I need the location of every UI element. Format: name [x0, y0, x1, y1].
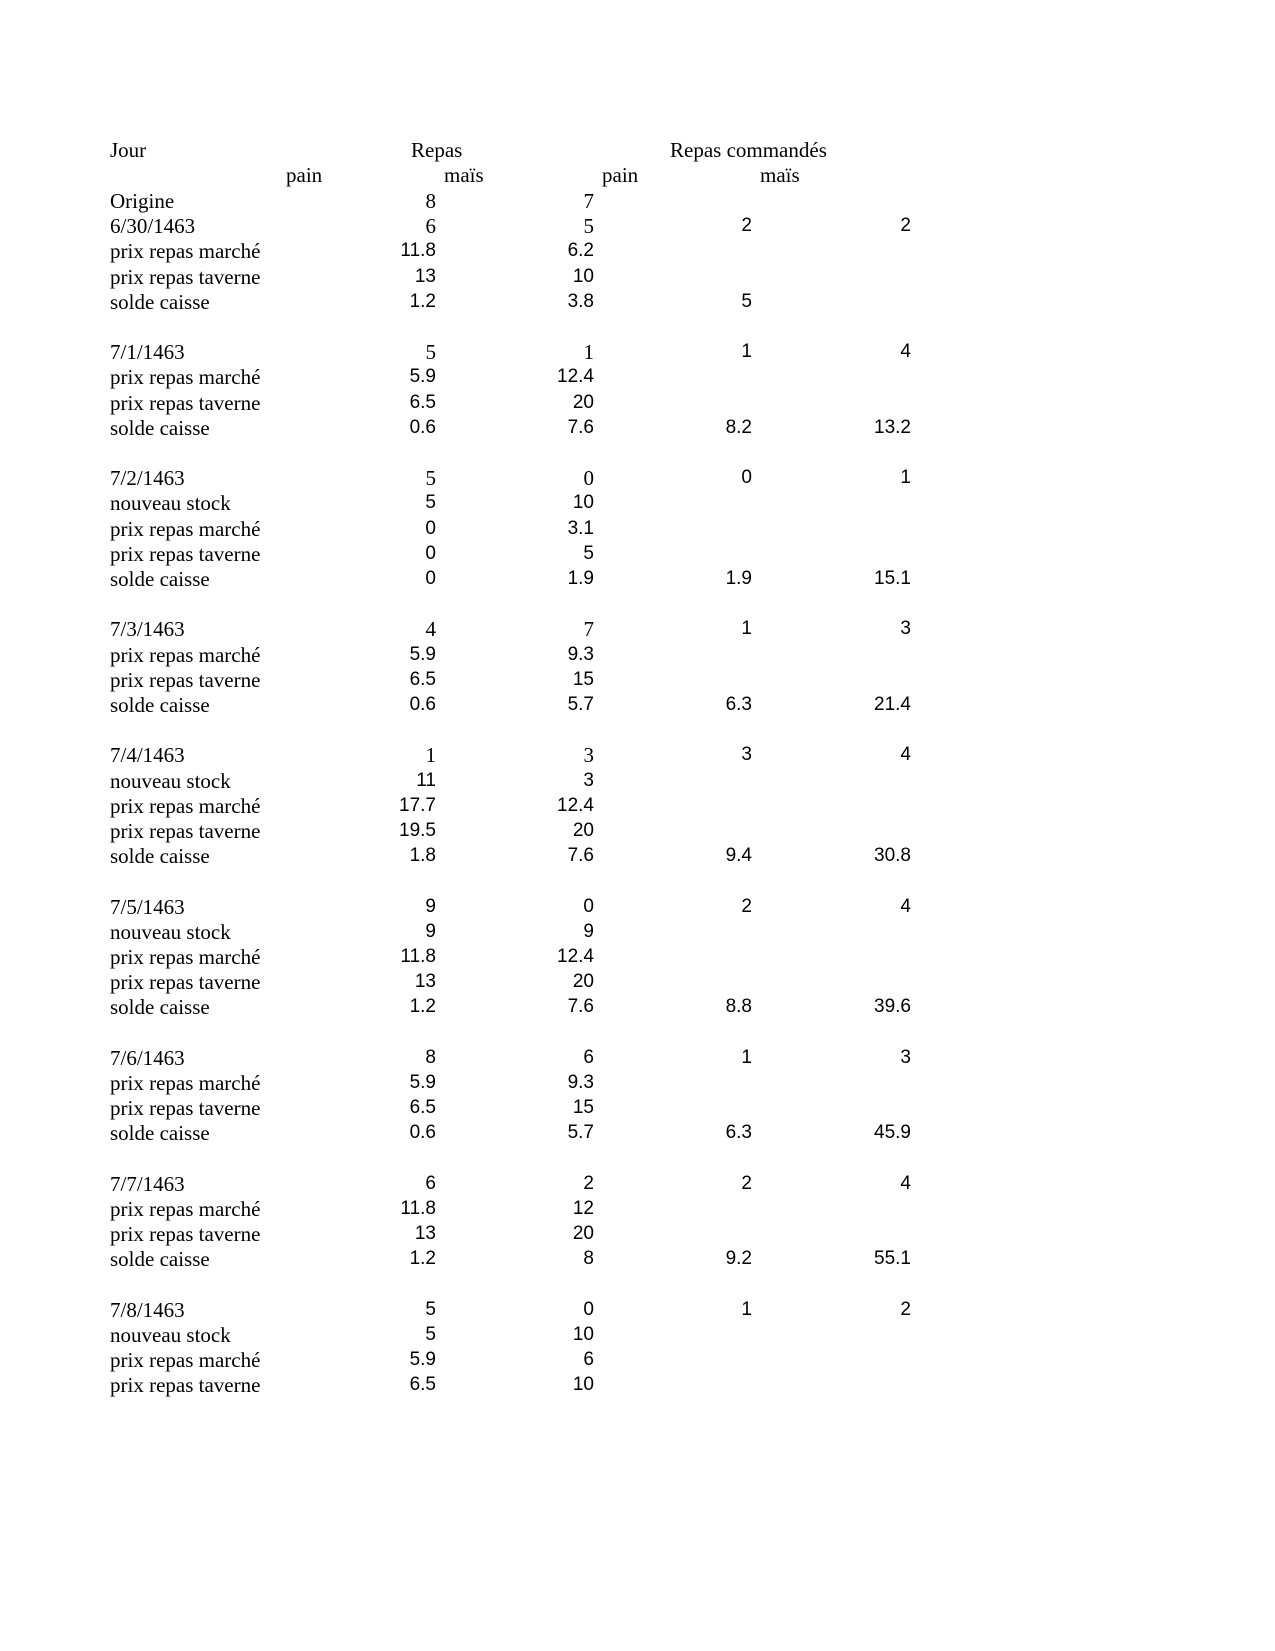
row-value-col2: 15: [572, 1097, 594, 1119]
row-value-col2: 3.8: [567, 290, 594, 312]
row-value-col1: 5: [425, 466, 436, 491]
row-label: prix repas taverne: [110, 1222, 261, 1247]
row-label: prix repas taverne: [110, 541, 261, 566]
row-value-col2: 9: [583, 920, 594, 942]
row-value-col2: 6: [583, 1349, 594, 1371]
row-value-col3: 8.2: [725, 416, 752, 438]
row-value-col4: 13.2: [874, 416, 911, 438]
row-value-col1: 6.5: [409, 1374, 436, 1396]
row-value-col4: 15.1: [874, 568, 911, 589]
row-value-col1: 5: [425, 1324, 436, 1345]
row-label: prix repas taverne: [110, 667, 261, 692]
row-label: prix repas marché: [110, 1348, 261, 1373]
row-value-col1: 1.2: [409, 996, 436, 1018]
header-repas-commandes: Repas commandés: [670, 138, 827, 162]
row-value-col3: 9.4: [725, 845, 752, 867]
row-value-col2: 5.7: [567, 1122, 594, 1144]
row-value-col1: 17.7: [399, 794, 436, 816]
row-label: solde caisse: [110, 1247, 210, 1272]
row-value-col1: 13: [414, 971, 436, 993]
row-value-col4: 4: [900, 341, 911, 363]
row-label: prix repas marché: [110, 1071, 261, 1095]
row-value-col4: 21.4: [874, 694, 911, 715]
row-value-col2: 20: [572, 391, 594, 413]
row-value-col1: 5: [425, 1298, 436, 1320]
row-value-col1: 1: [425, 743, 436, 768]
row-label: prix repas marché: [110, 239, 261, 264]
row-label: nouveau stock: [110, 491, 231, 516]
row-label: solde caisse: [110, 1121, 210, 1146]
row-value-col2: 0: [583, 895, 594, 917]
row-value-col4: 4: [900, 895, 911, 917]
row-label: 7/8/1463: [110, 1297, 185, 1322]
row-value-col1: 13: [414, 265, 436, 287]
row-label: prix repas taverne: [110, 1373, 261, 1398]
row-label: prix repas taverne: [110, 1096, 261, 1121]
row-label: prix repas taverne: [110, 970, 261, 995]
row-value-col2: 10: [572, 1324, 594, 1345]
row-value-col1: 1.8: [409, 845, 436, 867]
row-label: nouveau stock: [110, 768, 231, 793]
row-value-col1: 0: [425, 568, 436, 589]
row-label: prix repas marché: [110, 642, 261, 667]
row-value-col1: 6: [425, 214, 436, 239]
row-label: Origine: [110, 189, 175, 213]
row-value-col1: 5.9: [409, 366, 436, 388]
row-value-col2: 7.6: [567, 996, 594, 1018]
row-value-col4: 4: [900, 744, 911, 766]
row-label: nouveau stock: [110, 919, 231, 944]
row-value-col1: 11.8: [400, 240, 436, 262]
row-label: 7/6/1463: [110, 1045, 185, 1070]
row-value-col2: 3: [583, 769, 594, 791]
row-value-col4: 2: [900, 215, 911, 237]
row-value-col2: 7.6: [567, 845, 594, 867]
row-value-col2: 1: [583, 340, 594, 365]
row-label: 7/4/1463: [110, 743, 185, 768]
row-value-col2: 15: [572, 668, 594, 690]
row-value-col3: 1.9: [725, 568, 752, 589]
row-value-col3: 5: [741, 290, 752, 312]
row-label: solde caisse: [110, 289, 210, 314]
row-value-col2: 12.4: [557, 366, 594, 388]
row-value-col1: 6.5: [409, 391, 436, 413]
row-label: solde caisse: [110, 693, 210, 717]
row-value-col4: 45.9: [874, 1122, 911, 1144]
row-value-col2: 3.1: [567, 517, 594, 539]
row-value-col1: 5.9: [409, 1072, 436, 1093]
row-value-col2: 5: [583, 214, 594, 239]
row-label: prix repas marché: [110, 1197, 261, 1221]
subheader-pain: pain: [286, 163, 323, 187]
row-label: solde caisse: [110, 567, 210, 591]
header-jour: Jour: [110, 138, 147, 162]
row-value-col2: 6: [583, 1046, 594, 1068]
row-value-col4: 39.6: [874, 996, 911, 1018]
row-value-col1: 6: [425, 1172, 436, 1194]
row-label: 7/1/1463: [110, 340, 185, 365]
row-value-col1: 0: [425, 542, 436, 564]
row-value-col3: 2: [741, 1172, 752, 1194]
row-value-col2: 10: [572, 1374, 594, 1396]
row-value-col2: 8: [583, 1248, 594, 1270]
row-value-col3: 1: [741, 341, 752, 363]
row-value-col1: 5.9: [409, 1349, 436, 1371]
row-value-col1: 13: [414, 1223, 436, 1245]
row-value-col1: 1.2: [409, 290, 436, 312]
row-value-col2: 20: [572, 1223, 594, 1245]
row-value-col1: 8: [425, 189, 436, 213]
row-label: nouveau stock: [110, 1323, 231, 1347]
row-label: solde caisse: [110, 415, 210, 440]
row-value-col2: 7: [583, 189, 594, 213]
row-value-col4: 30.8: [874, 845, 911, 867]
row-value-col2: 7.6: [567, 416, 594, 438]
row-label: solde caisse: [110, 844, 210, 869]
subheader-pain-commande: pain: [602, 163, 639, 187]
row-value-col3: 1: [741, 1046, 752, 1068]
row-value-col1: 11: [416, 769, 436, 791]
row-label: 7/7/1463: [110, 1171, 185, 1196]
row-value-col2: 3: [583, 743, 594, 768]
row-value-col3: 8.8: [725, 996, 752, 1018]
row-value-col3: 9.2: [725, 1248, 752, 1270]
row-label: prix repas taverne: [110, 264, 261, 289]
row-label: prix repas marché: [110, 365, 261, 390]
row-value-col1: 9: [425, 895, 436, 917]
row-value-col4: 4: [900, 1172, 911, 1194]
row-label: 7/2/1463: [110, 466, 185, 491]
row-value-col1: 5: [425, 492, 436, 514]
row-value-col2: 6.2: [567, 240, 594, 262]
row-value-col3: 6.3: [725, 1122, 752, 1144]
row-value-col2: 12.4: [557, 946, 594, 967]
row-label: solde caisse: [110, 995, 210, 1020]
row-value-col4: 3: [900, 618, 911, 640]
row-value-col3: 3: [741, 744, 752, 766]
subheader-mais-commande: maïs: [760, 163, 800, 187]
row-value-col2: 10: [572, 265, 594, 287]
row-value-col1: 0: [425, 517, 436, 539]
row-value-col2: 20: [572, 820, 594, 841]
subheader-mais: maïs: [444, 163, 484, 187]
row-value-col3: 6.3: [725, 694, 752, 715]
row-value-col1: 0.6: [409, 694, 436, 715]
row-value-col1: 5: [425, 340, 436, 365]
row-value-col2: 5: [583, 542, 594, 564]
row-value-col2: 1.9: [567, 568, 594, 589]
row-value-col3: 2: [741, 215, 752, 237]
row-label: prix repas taverne: [110, 819, 261, 843]
row-label: prix repas taverne: [110, 390, 261, 415]
row-value-col1: 19.5: [399, 820, 436, 841]
row-value-col3: 1: [741, 1298, 752, 1320]
row-label: 7/3/1463: [110, 617, 185, 642]
row-value-col3: 1: [741, 618, 752, 640]
row-value-col2: 2: [583, 1172, 594, 1194]
row-value-col2: 9.3: [567, 1072, 594, 1093]
row-value-col4: 3: [900, 1046, 911, 1068]
row-label: 7/5/1463: [110, 894, 185, 919]
row-value-col3: 2: [741, 895, 752, 917]
row-value-col1: 6.5: [409, 668, 436, 690]
row-value-col1: 5.9: [409, 643, 436, 665]
row-value-col1: 4: [425, 617, 436, 642]
row-value-col2: 7: [583, 617, 594, 642]
row-value-col2: 10: [572, 492, 594, 514]
row-value-col1: 0.6: [409, 416, 436, 438]
row-value-col4: 1: [900, 467, 911, 489]
row-value-col4: 2: [900, 1298, 911, 1320]
row-value-col1: 9: [425, 920, 436, 942]
row-value-col2: 9.3: [567, 643, 594, 665]
row-value-col4: 55.1: [874, 1248, 911, 1270]
row-value-col1: 6.5: [409, 1097, 436, 1119]
row-value-col2: 0: [583, 1298, 594, 1320]
row-value-col2: 0: [583, 466, 594, 491]
row-value-col1: 0.6: [409, 1122, 436, 1144]
row-value-col1: 1.2: [409, 1248, 436, 1270]
row-label: prix repas marché: [110, 793, 261, 818]
row-value-col2: 12: [572, 1198, 594, 1219]
row-value-col1: 11.8: [400, 946, 436, 967]
row-value-col2: 12.4: [557, 794, 594, 816]
row-value-col2: 20: [572, 971, 594, 993]
row-value-col1: 11.8: [400, 1198, 436, 1219]
row-value-col2: 5.7: [567, 694, 594, 715]
header-repas: Repas: [411, 138, 463, 162]
row-label: prix repas marché: [110, 516, 261, 541]
row-label: 6/30/1463: [110, 214, 196, 239]
row-value-col3: 0: [741, 467, 752, 489]
row-label: prix repas marché: [110, 945, 261, 969]
row-value-col1: 8: [425, 1046, 436, 1068]
